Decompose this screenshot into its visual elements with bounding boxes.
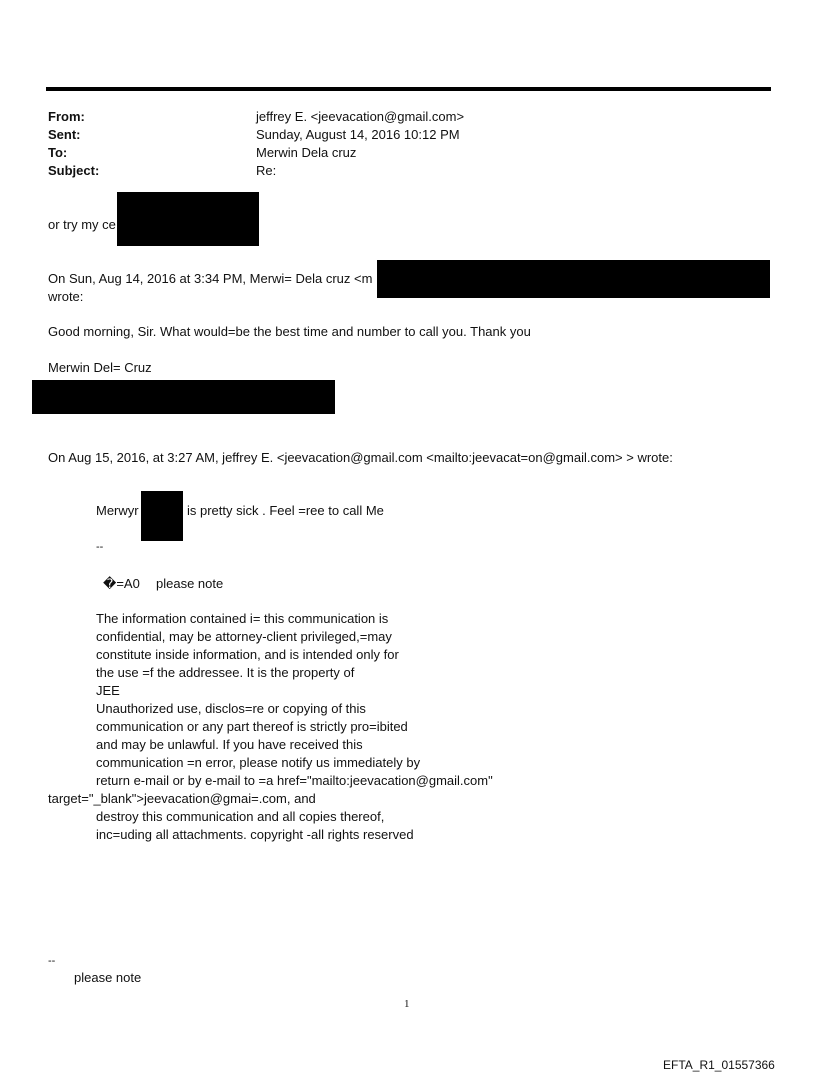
from-label: From: [48,109,85,124]
disclaimer-line: destroy this communication and all copies thereof, [96,809,385,824]
disclaimer-line: communication or any part thereof is strictly pro=ibited [96,719,408,734]
merwyn-suffix: is pretty sick . Feel =ree to call Me [187,503,384,518]
subject-label: Subject: [48,163,100,178]
header-rule [46,87,771,91]
footer-note: please note [74,970,142,985]
disclaimer-line: communication =n error, please notify us immediately by [96,755,421,770]
disclaimer-line: Unauthorized use, disclos=re or copying of this [96,701,366,716]
to-label: To: [48,145,68,160]
subject-value: Re: [256,163,277,178]
redaction-box [32,380,335,414]
good-morning-text: Good morning, Sir. What would=be the best time and number to call you. Thank you [48,324,531,339]
footer-dashes: -- [48,955,56,967]
disclaimer-line: the use =f the addressee. It is the property of [96,665,355,680]
signature-name: Merwin Del= Cruz [48,360,152,375]
quote2-line: On Aug 15, 2016, at 3:27 AM, jeffrey E. <jeevacation@gmail.com <mailto:jeevacat=on@gmail.com> > wrote: [48,450,673,465]
redaction-box [377,260,770,298]
try-cell-text: or try my ce [48,217,116,232]
note-prefix: �=A0 [103,576,140,591]
disclaimer-line: confidential, may be attorney-client privileged,=may [96,629,392,644]
quote1-line1: On Sun, Aug 14, 2016 at 3:34 PM, Merwi= Dela cruz <m [48,271,373,286]
sent-value: Sunday, August 14, 2016 10:12 PM [256,127,460,142]
to-value: Merwin Dela cruz [256,145,357,160]
disclaimer-line: constitute inside information, and is intended only for [96,647,399,662]
dashes-separator: -- [96,541,104,553]
sent-label: Sent: [48,127,81,142]
merwyn-prefix: Merwyr [96,503,139,518]
redaction-box [141,491,183,541]
redaction-box [117,192,259,246]
page-number: 1 [404,998,410,1010]
disclaimer-line: JEE [96,683,120,698]
disclaimer-line: inc=uding all attachments. copyright -all rights reserved [96,827,414,842]
disclaimer-line: and may be unlawful. If you have received this [96,737,363,752]
from-value: jeffrey E. <jeevacation@gmail.com> [256,109,465,124]
quote1-line2: wrote: [48,289,84,304]
note-text: please note [156,576,224,591]
bates-number: EFTA_R1_01557366 [663,1058,775,1072]
disclaimer-line: The information contained i= this communication is [96,611,389,626]
disclaimer-line: return e-mail or by e-mail to =a href="mailto:jeevacation@gmail.com" [96,773,493,788]
target-line: target="_blank">jeevacation@gmai=.com, and [48,791,316,806]
